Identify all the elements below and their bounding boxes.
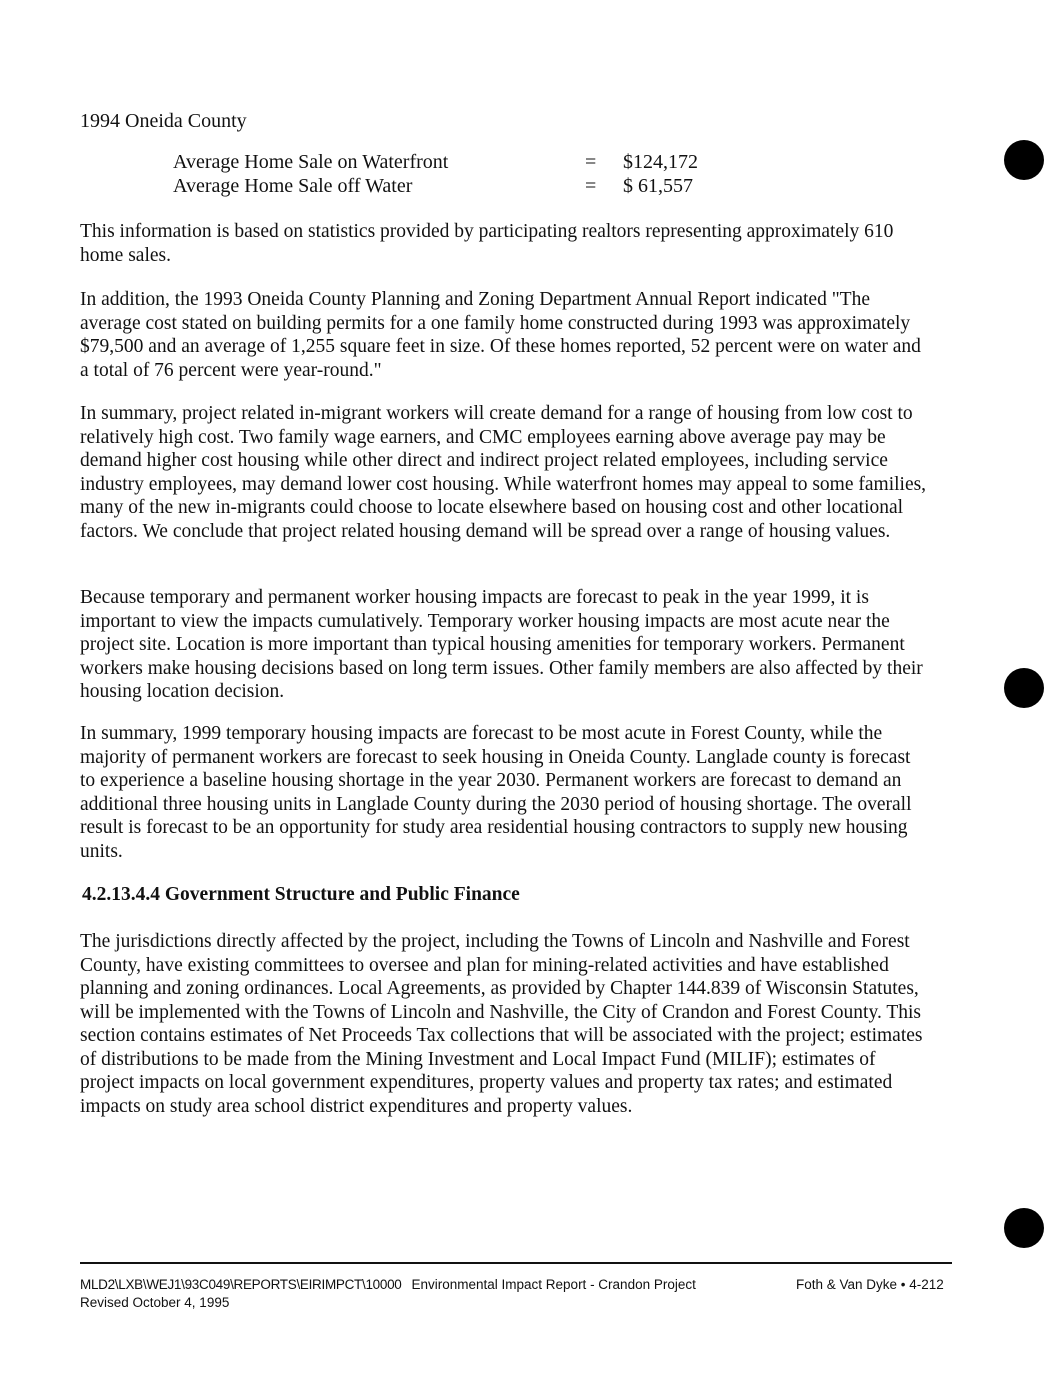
stat-row-off-water — [173, 174, 733, 198]
paragraph-summary-1999: In summary, 1999 temporary housing impacts are forecast to be most acute in Forest County, while the majority of permanent workers are forecast to seek housing in Oneida County. Langlade county is forecast to experience a baseline housing shortage in the year 2030. Permanent workers are forecast to demand an additional three housing units in Langlade County during the 2030 period of housing shortage. The overall result is forecast to be an opportunity for study area residential housing contractors to supply new housing units. — [80, 723, 912, 862]
stat-row-waterfront — [173, 150, 733, 174]
paragraph-cumulative-impacts: Because temporary and permanent worker housing impacts are forecast to peak in the year 1999, it is important to view the impacts cumulatively. Temporary worker housing impacts are most acute near the project site. Location is more important than typical housing amenities for temporary workers. Permanent workers make housing decisions based on long term issues. Other family members are also affected by their housing location decision. — [80, 587, 923, 702]
footer-report-title: Environmental Impact Report - Crandon Project — [411, 1277, 696, 1292]
footer-left — [80, 1276, 696, 1312]
county-heading: 1994 Oneida County — [80, 110, 247, 132]
footer-page-info: Foth & Van Dyke • 4-212 — [796, 1277, 944, 1292]
stat-value: $124,172 — [623, 151, 698, 173]
stat-label: Average Home Sale on Waterfront — [173, 151, 449, 173]
paragraph-planning-report: In addition, the 1993 Oneida County Planning and Zoning Department Annual Report indicated "The average cost stated on building permits for a one family home constructed during 1993 was approximately $79,500 and an average of 1,255 square feet in size. Of these homes reported, 52 percent were on water and a total of 76 percent were year-round." — [80, 289, 921, 381]
footer-revised-date: Revised October 4, 1995 — [80, 1295, 230, 1310]
stat-value: $ 61,557 — [623, 175, 693, 197]
stat-label: Average Home Sale off Water — [173, 175, 413, 197]
home-sale-stats — [173, 150, 733, 198]
section-heading: 4.2.13.4.4 Government Structure and Public Finance — [82, 884, 520, 905]
paragraph-realtor-stats: This information is based on statistics provided by participating realtors representing approximately 610 home sales. — [80, 221, 894, 266]
paragraph-housing-demand: In summary, project related in-migrant workers will create demand for a range of housing from low cost to relatively high cost. Two family wage earners, and CMC employees earning above average pay may be demand higher cost housing while other direct and indirect project related employees, including service industry employees, may demand lower cost housing. While waterfront homes may appeal to some families, many of the new in-migrants could choose to locate elsewhere based on housing cost and other locational factors. We conclude that project related housing demand will be spread over a range of housing values. — [80, 403, 927, 542]
footer-file-path: MLD2\LXB\WEJ1\93C049\REPORTS\EIRIMPCT\10000 — [80, 1277, 402, 1292]
hole-punch-mark-middle — [1004, 668, 1044, 708]
footer-divider — [80, 1262, 952, 1264]
hole-punch-mark-top — [1004, 140, 1044, 180]
stat-equals: = — [585, 151, 597, 173]
stat-equals: = — [585, 175, 597, 197]
paragraph-jurisdictions: The jurisdictions directly affected by the project, including the Towns of Lincoln and Nashville and Forest County, have existing committees to oversee and plan for mining-related activities and have established planning and zoning ordinances. Local Agreements, as provided by Chapter 144.839 of Wisconsin Statutes, will be implemented with the Towns of Lincoln and Nashville, the City of Crandon and Forest County. This section contains estimates of Net Proceeds Tax collections that will be associated with the project; estimates of distributions to be made from the Mining Investment and Local Impact Fund (MILIF); estimates of project impacts on local government expenditures, property values and property tax rates; and estimated impacts on study area school district expenditures and property values. — [80, 931, 923, 1117]
hole-punch-mark-bottom — [1004, 1208, 1044, 1248]
footer-line-1 — [80, 1276, 696, 1294]
